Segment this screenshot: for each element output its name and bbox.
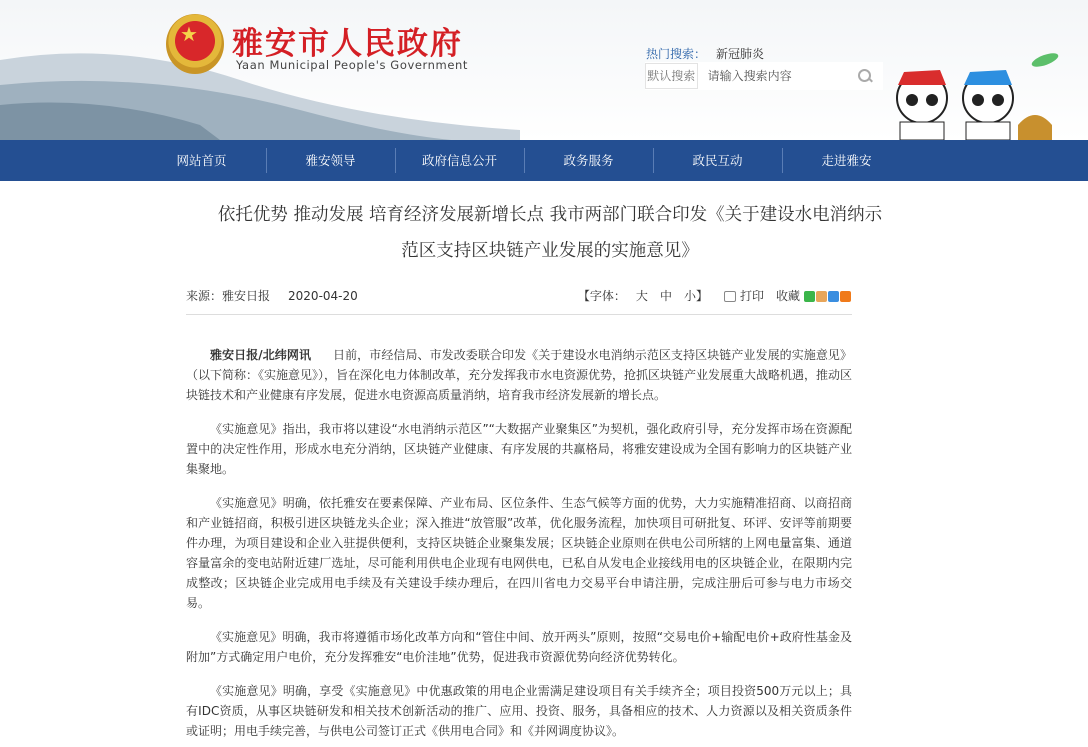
article-tools [578,287,852,305]
nav-item-leaders[interactable]: 雅安领导 [266,140,395,181]
print-button[interactable]: 打印 [739,289,764,303]
article-body [186,345,852,741]
hot-search-label: 热门搜索： [646,47,707,61]
nav-item-about-yaan[interactable]: 走进雅安 [782,140,911,181]
paragraph: 《实施意见》指出，我市将以建设“水电消纳示范区”“大数据产业聚集区”为契机，强化政府引导，充分发挥市场在资源配置中的决定性作用，形成水电充分消纳，区块链产业健康、有序发展的共赢格局，将雅安建设成为全国有影响力的区块链产业集聚地。 [186,422,852,476]
paragraph: 《实施意见》明确，我市将遵循市场化改革方向和“管住中间、放开两头”原则，按照“交易电价+输配电价+政府性基金及附加”方式确定用户电价，充分发挥雅安“电价洼地”优势，促进我市资源优势向经济优势转化。 [186,630,852,664]
search-input[interactable] [708,69,858,83]
site-logo-title[interactable]: 雅安市人民政府 [232,26,463,62]
font-small-button[interactable]: 小】 [683,289,708,303]
publish-date: 2020-04-20 [288,289,358,303]
nav-item-services[interactable]: 政务服务 [524,140,653,181]
panda-mascot-image [870,50,1080,140]
qzone-share-icon[interactable] [828,291,839,302]
font-size-label: 【字体： [577,289,626,303]
font-large-button[interactable]: 大 [635,289,648,303]
more-share-icon[interactable] [840,291,851,302]
favorite-button[interactable]: 收藏 [775,289,800,303]
lead-source: 雅安日报/北纬网讯 [210,348,312,362]
nav-item-gov-info[interactable]: 政府信息公开 [395,140,524,181]
font-medium-button[interactable]: 中 [659,289,672,303]
source-label: 来源： [186,289,223,303]
search-box [645,62,883,90]
nav-item-home[interactable]: 网站首页 [176,153,227,168]
search-icon[interactable] [858,69,871,83]
source: 雅安日报 [222,289,271,303]
weibo-share-icon[interactable] [816,291,827,302]
site-logo-subtitle: Yaan Municipal People's Government [236,58,469,72]
paragraph: 《实施意见》明确，依托雅安在要素保障、产业布局、区位条件、生态气候等方面的优势，大力实施精准招商、以商招商和产业链招商，积极引进区块链龙头企业；深入推进“放管服”改革，优化服务流程，加快项目可研批复、环评、安评等前期要件办理，为项目建设和企业入驻提供便利，支持区块链企业聚集发展；区块链企业原则在供电公司所辖的上网电量富集、通道容量富余的变电站附近建厂选址，尽可能利用供电企业现有电网供电，已私自从发电企业接线用电的区块链企业，在限期内完成整改；区块链企业完成用电手续及有关建设手续办理后，在四川省电力交易平台申请注册，完成注册后可参与电力市场交易。 [186,496,852,610]
main-nav [0,140,1088,181]
wechat-share-icon[interactable] [804,291,815,302]
article-meta [186,287,852,315]
printer-icon[interactable] [724,291,736,302]
site-header [0,0,1088,140]
hot-search [646,45,764,62]
nav-item-interaction[interactable]: 政民互动 [653,140,782,181]
hot-search-term-link[interactable]: 新冠肺炎 [716,47,765,61]
paragraph: 《实施意见》明确，享受《实施意见》中优惠政策的用电企业需满足建设项目有关手续齐全；项目投资500万元以上；具有IDC资质，从事区块链研发和相关技术创新活动的推广、应用、投资、服务，具备相应的技术、人力资源以及相关资质条件或证明；用电手续完善，与供电公司签订正式《供用电合同》和《并网调度协议》。 [186,684,852,738]
article-title: 依托优势 推动发展 培育经济发展新增长点 我市两部门联合印发《关于建设水电消纳示范区支持区块链产业发展的实施意见》 [217,205,883,261]
search-scope-select[interactable]: 默认搜索 [645,63,698,89]
paragraph: 雅安日报/北纬网讯 日前，市经信局、市发改委联合印发《关于建设水电消纳示范区支持区块链产业发展的实施意见》（以下简称：《实施意见》），旨在深化电力体制改革，充分发挥我市水电资源优势，抢抓区块链产业发展重大战略机遇，推动区块链技术和产业健康有序发展，促进水电资源高质量消纳，培育我市经济发展新的增长点。 [186,348,853,402]
national-emblem-icon: ★ [166,14,224,74]
